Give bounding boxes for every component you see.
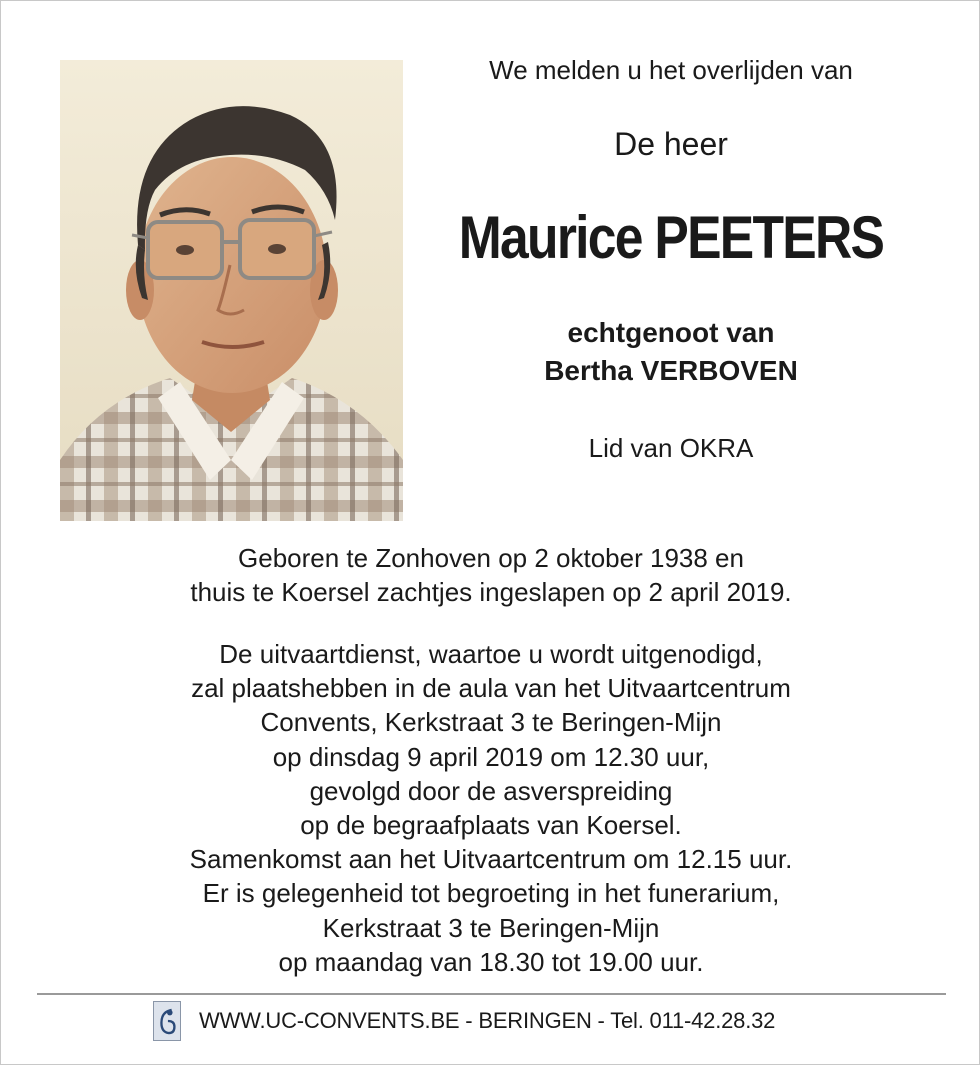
portrait-photo [60,60,403,521]
text-line: op maandag van 18.30 tot 19.00 uur. [278,946,704,977]
footer [153,999,775,1043]
text-line: Kerkstraat 3 te Beringen-Mijn [322,912,660,943]
text-line: op dinsdag 9 april 2019 om 12.30 uur, [272,741,710,772]
spouse-name: Bertha VERBOVEN [544,355,798,386]
membership: Lid van OKRA [588,433,754,463]
text-line: thuis te Koersel zachtjes ingeslapen op 2 april 2019. [190,577,792,608]
text-line: Geboren te Zonhoven op 2 oktober 1938 en [238,543,744,573]
deceased-name: Maurice PEETERS [458,204,884,271]
spouse-block [421,314,921,390]
announcement-intro: We melden u het overlijden van [489,55,853,85]
spouse-line-1: echtgenoot van [567,317,775,348]
portrait-image [60,60,403,521]
honorific: De heer [614,126,728,162]
footer-contact: WWW.UC-CONVENTS.BE - BERINGEN - Tel. 011-42.28.32 [199,1008,776,1033]
funeral-paragraph [41,637,941,979]
footer-divider [37,993,946,995]
text-line: gevolgd door de asverspreiding [309,775,673,806]
text-line: op de begraafplaats van Koersel. [300,810,682,841]
text-line: Er is gelegenheid tot begroeting in het funerarium, [202,878,780,909]
funeral-home-logo-icon [153,1001,181,1041]
text-line: Convents, Kerkstraat 3 te Beringen-Mijn [260,707,722,738]
text-line: Samenkomst aan het Uitvaartcentrum om 12.15 uur. [189,844,793,875]
text-line: zal plaatshebben in de aula van het Uitvaartcentrum [191,673,791,704]
birth-death-paragraph [41,541,941,609]
text-line: De uitvaartdienst, waartoe u wordt uitgenodigd, [219,639,763,669]
